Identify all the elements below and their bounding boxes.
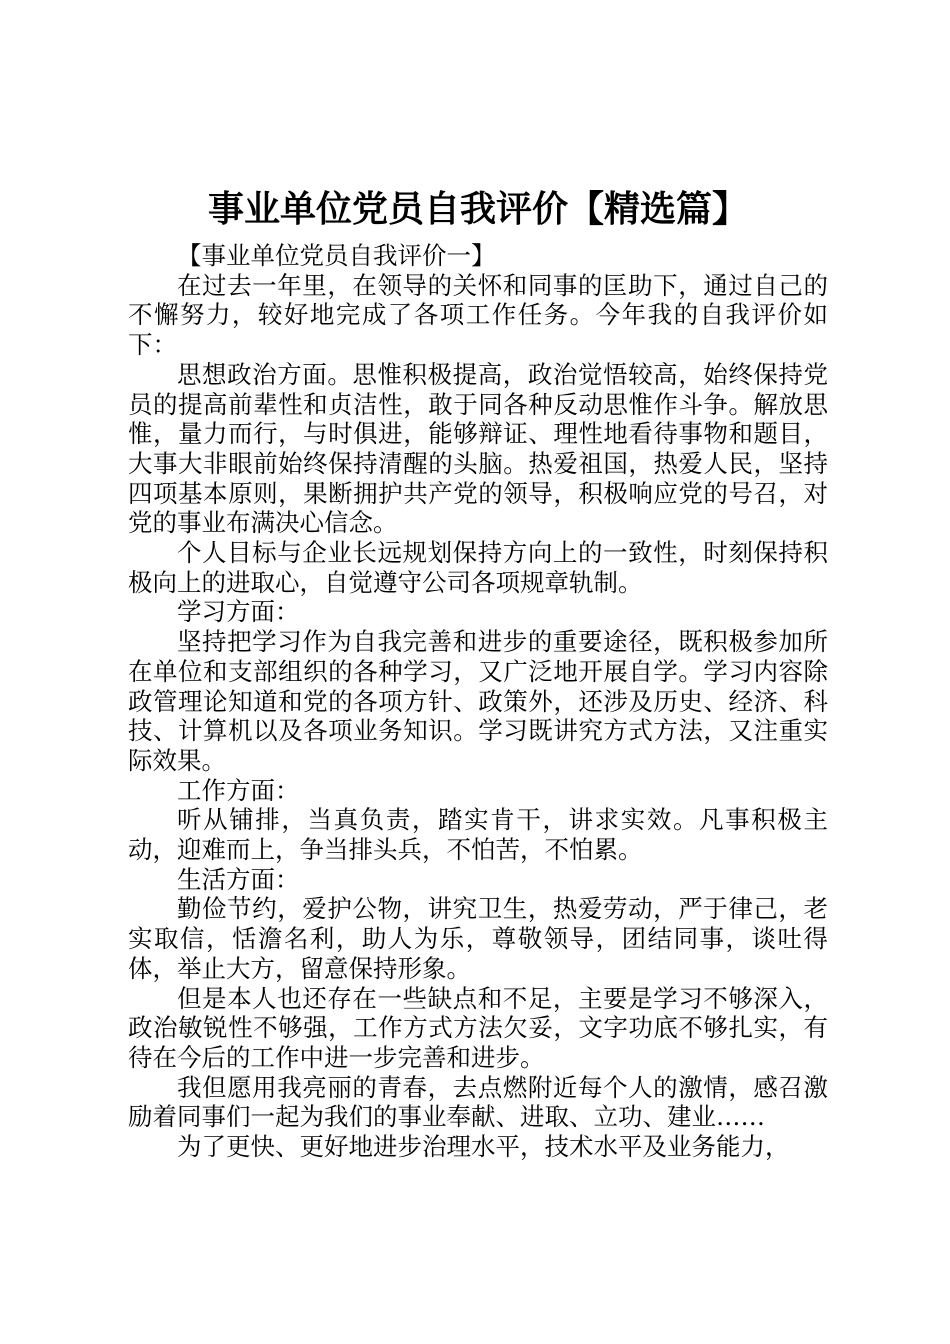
section-heading-work: 工作方面： [177,775,300,805]
document-page [128,183,828,1162]
paragraph: 为了更快、更好地进步治理水平，技术水平及业务能力， [177,1132,790,1162]
paragraph: 个人目标与企业长远规划保持方向上的一致性，时刻保持积极向上的进取心，自觉遵守公司各项规章轨制。 [128,538,828,597]
paragraph: 我但愿用我亮丽的青春，去点燃附近每个人的激情，感召激励着同事们一起为我们的事业奉献、进取、立功、建业…… [128,1072,828,1132]
paragraph: 听从铺排，当真负责，踏实肯干，讲求实效。凡事积极主动，迎难而上，争当排头兵，不怕苦，不怕累。 [128,805,828,865]
section-heading-study: 学习方面： [177,597,300,627]
paragraph: 勤俭节约，爱护公物，讲究卫生，热爱劳动，严于律己，老实取信，恬澹名利，助人为乐，尊敬领导，团结同事，谈吐得体，举止大方，留意保持形象。 [128,894,828,983]
paragraph: 思想政治方面。思惟积极提高，政治觉悟较高，始终保持党员的提高前辈性和贞洁性，敢于同各种反动思惟作斗争。解放思惟，量力而行，与时俱进，能够辩证、理性地看待事物和题目，大事大非眼前始终保持清醒的头脑。热爱祖国，热爱人民，坚持四项基本原则，果断拥护共产党的领导，积极响应党的号召，对党的事业布满决心信念。 [128,359,828,538]
paragraph-heading: 【事业单位党员自我评价一】 [177,241,496,270]
paragraph: 在过去一年里，在领导的关怀和同事的匡助下，通过自己的不懈努力，较好地完成了各项工作任务。今年我的自我评价如下： [128,270,828,360]
document-title: 事业单位党员自我评价【精选篇】 [207,188,748,230]
section-heading-life: 生活方面： [177,864,300,894]
paragraph: 但是本人也还存在一些缺点和不足，主要是学习不够深入，政治敏锐性不够强，工作方式方法欠妥，文字功底不够扎实，有待在今后的工作中进一步完善和进步。 [128,983,828,1072]
document-body [128,241,828,1162]
paragraph: 坚持把学习作为自我完善和进步的重要途径，既积极参加所在单位和支部组织的各种学习，又广泛地开展自学。学习内容除政管理论知道和党的各项方针、政策外，还涉及历史、经济、科技、计算机以及各项业务知识。学习既讲究方式方法，又注重实际效果。 [128,627,828,775]
